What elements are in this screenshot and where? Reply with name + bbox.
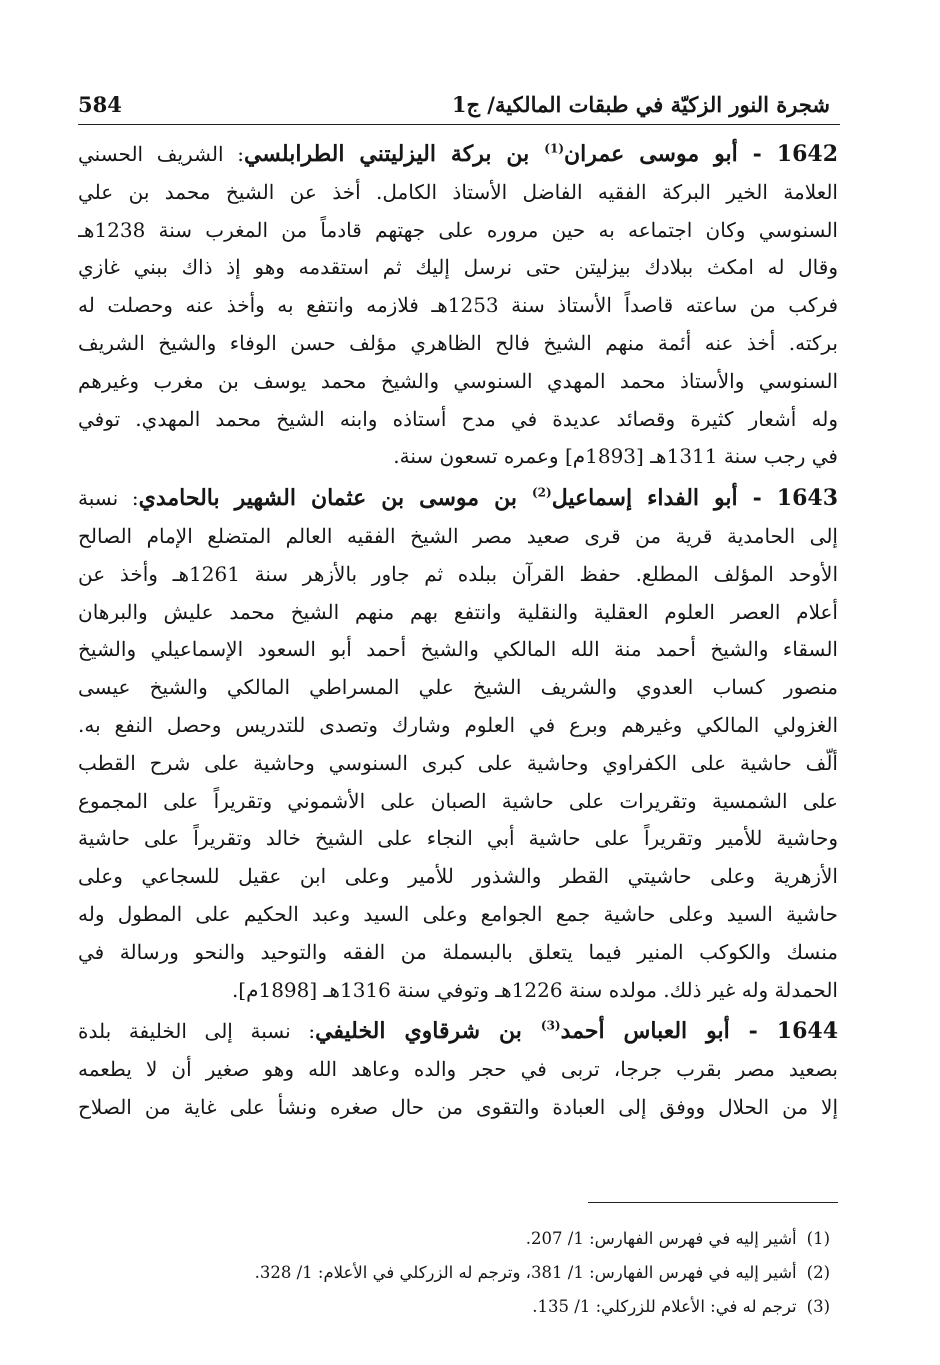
text-line: منصور كساب العدوي والشريف الشيخ علي المسراطي المالكي والشيخ عيسى (78, 675, 838, 700)
running-title: شجرة النور الزكيّة في طبقات المالكية/ ج1 (451, 91, 830, 117)
footnote-marker[interactable]: (2) (531, 485, 552, 500)
biography-entry-1644 (78, 1013, 838, 1126)
biography-entry-1642 (78, 136, 838, 476)
text-line: أعلام العصر العلوم العقلية والنقلية وانتفع بهم منهم الشيخ محمد عليش والبرهان (78, 599, 838, 624)
header-rule (78, 124, 840, 125)
text-line: على الشمسية وتقريرات على حاشية الصبان على الأشموني وتقريراً على المجموع (78, 788, 838, 813)
footnote-marker[interactable]: (1) (544, 141, 564, 156)
text-line: وله أشعار كثيرة وقصائد عديدة في مدح أستاذه وابنه الشيخ محمد المهدي. توفي (78, 406, 838, 431)
footnote-text: ترجم له في: الأعلام للزركلي: 1/ 135. (532, 1297, 797, 1316)
page-header (78, 86, 830, 122)
text-line: 1644 - أبو العباس أحمد$^{(3)}$ بن شرقاوي الخليفي: نسبة إلى الخليفة بلدة (78, 1018, 838, 1045)
biography-entry-1643 (78, 480, 838, 1009)
text-line: السنوسي والأستاذ محمد المهدي السنوسي والشيخ محمد يوسف بن مغرب وغيرهم (78, 368, 838, 393)
text-line: 1642 - أبو موسى عمران$^{(1)}$ بن بركة اليزليتني الطرابلسي: الشريف الحسني (78, 141, 838, 167)
main-text (78, 136, 838, 1127)
text-line: 1643 - أبو الفداء إسماعيل$^{(2)}$ بن موسى بن عثمان الشهير بالحامدي: نسبة (78, 485, 838, 512)
text-line: السقاء والشيخ أحمد منة الله المالكي والشيخ أحمد أبو السعود الإسماعيلي والشيخ (78, 637, 838, 662)
text-line: فركب من ساعته قاصداً الأستاذ سنة 1253هـ فلازمه وانتفع به وأخذ عنه وحصلت له (78, 293, 838, 318)
text-line: وحاشية للأمير وتقريراً على حاشية أبي النجاء على الشيخ خالد وتقريراً على حاشية (78, 826, 838, 851)
text-line: حاشية السيد وعلى حاشية جمع الجوامع وعلى السيد وعبد الحكيم على المطول وله (78, 901, 838, 926)
text-line: بصعيد مصر بقرب جرجا، تربى في حجر والده وعاهد الله وهو صغير أن لا يطعمه (78, 1057, 838, 1082)
text-line: منسك والكوكب المنير فيما يتعلق بالبسملة من الفقه والتوحيد والنحو ورسالة في (78, 939, 838, 964)
footnote (78, 1256, 830, 1290)
footnote (78, 1222, 830, 1256)
text-line: السنوسي وكان اجتماعه به حين مروره على جهتهم قادماً من المغرب سنة 1238هـ (78, 217, 838, 242)
text-line: إلا من الحلال ووفق إلى العبادة والتقوى من حال صغره ونشأ على غاية من الصلاح (78, 1094, 838, 1119)
text-line: الأوحد المؤلف المطلع. حفظ القرآن ببلده ثم جاور بالأزهر سنة 1261هـ وأخذ عن (78, 561, 838, 586)
text-line: إلى الحامدية قرية من قرى صعيد مصر الشيخ الفقيه العالم المتضلع الإمام الصالح (78, 523, 838, 548)
footnote-text: أشير إليه في فهرس الفهارس: 1/ 381، وترجم له الزركلي في الأعلام: 1/ 328. (254, 1263, 797, 1282)
entry-heading: 1643 - أبو الفداء إسماعيل$^{(2)}$ بن موسى بن عثمان الشهير بالحامدي (138, 485, 838, 512)
text-line: العلامة الخير البركة الفقيه الفاضل الأستاذ الكامل. أخذ عن الشيخ محمد بن علي (78, 179, 838, 204)
page-number: 584 (78, 91, 122, 117)
footnote-number: (1) (806, 1229, 830, 1248)
footnotes (78, 1222, 830, 1324)
footnote-marker[interactable]: (3) (540, 1019, 561, 1033)
text-line: الغزولي المالكي وغيرهم وبرع في العلوم وشارك وتصدى للتدريس وحصل النفع به. (78, 712, 838, 737)
text-line: الحمدلة وله غير ذلك. مولده سنة 1226هـ وتوفي سنة 1316هـ [1898م]. (231, 977, 838, 1002)
footnote-number: (2) (806, 1263, 830, 1282)
text-line: الأزهرية وعلى حاشيتي القطر والشذور للأمير وعلى ابن عقيل للسجاعي وعلى (78, 864, 838, 889)
text-line: في رجب سنة 1311هـ [1893م] وعمره تسعون سنة. (393, 444, 838, 469)
text-line: وقال له امكث ببلادك بيزليتن حتى نرسل إليك ثم استقدمه وهو إذ ذاك ببني غازي (78, 255, 838, 280)
footnote-text: أشير إليه في فهرس الفهارس: 1/ 207. (525, 1229, 797, 1248)
footnote (78, 1290, 830, 1324)
text-line: ألّف حاشية على الكفراوي وحاشية على كبرى السنوسي وحاشية على شرح القطب (78, 750, 838, 775)
footnote-number: (3) (806, 1297, 830, 1316)
footnote-rule (588, 1202, 838, 1203)
entry-heading: 1642 - أبو موسى عمران$^{(1)}$ بن بركة اليزليتني الطرابلسي (243, 141, 838, 167)
text-line: بركته. أخذ عنه أئمة منهم الشيخ فالح الظاهري مؤلف حسن الوفاء والشيخ الشريف (78, 330, 838, 355)
entry-heading: 1644 - أبو العباس أحمد$^{(3)}$ بن شرقاوي الخليفي (315, 1018, 838, 1045)
